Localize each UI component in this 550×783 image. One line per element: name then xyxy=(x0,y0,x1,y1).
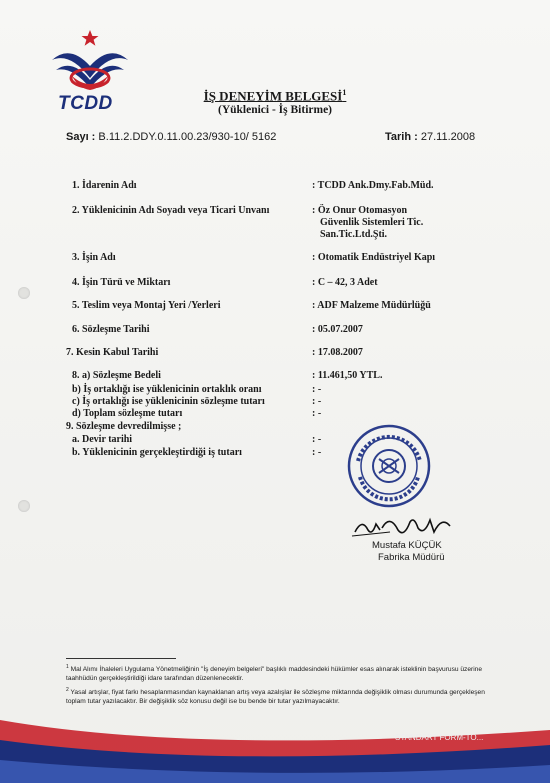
document-title: İŞ DENEYİM BELGESİ$^1$ xyxy=(203,88,347,104)
row-label: b) İş ortaklığı ise yüklenicinin ortaklık oranı xyxy=(72,384,262,395)
signature-icon xyxy=(350,510,460,540)
row-value: : TCDD Ank.Dmy.Fab.Müd. xyxy=(312,180,434,191)
row-value: : 17.08.2007 xyxy=(312,347,363,358)
signer-title: Fabrika Müdürü xyxy=(378,552,445,563)
punch-hole xyxy=(18,287,30,299)
row-value: : C – 42, 3 Adet xyxy=(312,277,378,288)
footnote-1: $^1$ Mal Alımı İhaleleri Uygulama Yönetmeliğinin "İş deneyim belgeleri" başlıklı maddesindeki hükümler esas alınarak isteklinin başvurusu üzerine taahhüdün gerçekleştirildiği idare tarafından düzenlenecektir. xyxy=(66,664,482,683)
row-value: : Öz Onur Otomasyon xyxy=(312,205,408,216)
document-subtitle: (Yüklenici - İş Bitirme) xyxy=(217,104,333,116)
document-date: Tarih : 27.11.2008 xyxy=(385,131,476,143)
punch-hole xyxy=(18,500,30,512)
row-label: 4. İşin Türü ve Miktarı xyxy=(72,277,171,288)
official-stamp-icon xyxy=(346,423,432,509)
row-value: : - xyxy=(312,434,322,445)
row-label: 9. Sözleşme devredilmişse ; xyxy=(66,421,182,432)
row-label: d) Toplam sözleşme tutarı xyxy=(72,408,183,419)
row-label: 3. İşin Adı xyxy=(72,252,116,263)
row-value: : - xyxy=(312,396,322,407)
row-label: b. Yüklenicinin gerçekleştirdiği iş tutarı xyxy=(72,447,242,458)
row-label: 7. Kesin Kabul Tarihi xyxy=(66,347,159,358)
row-value: San.Tic.Ltd.Şti. xyxy=(320,229,388,240)
row-label: 5. Teslim veya Montaj Yeri /Yerleri xyxy=(72,300,221,311)
row-label: a. Devir tarihi xyxy=(72,434,133,445)
logo-text: TCDD xyxy=(58,93,113,114)
footnote-2: $^2$ Yasal artışlar, fiyat farkı hesaplanmasından kaynaklanan artış veya azalışlar ile sözleşme miktarında değişiklik olması durumunda gerçekleşen toplam tutar yazılacaktır. Bir değişiklik söz konusu değil ise bu bende bir tutar yazılmayacaktır. xyxy=(66,687,485,706)
form-code: STANDART FORM-TO... xyxy=(395,733,484,742)
row-value: : - xyxy=(312,408,322,419)
row-label: 2. Yüklenicinin Adı Soyadı veya Ticari Unvanı xyxy=(72,205,270,216)
row-value: : Otomatik Endüstriyel Kapı xyxy=(312,252,436,263)
row-label: 6. Sözleşme Tarihi xyxy=(72,324,150,335)
row-value: : ADF Malzeme Müdürlüğü xyxy=(312,300,431,311)
row-value: Güvenlik Sistemleri Tic. xyxy=(320,217,424,228)
reference-number: Sayı : B.11.2.DDY.0.11.00.23/930-10/ 5162 xyxy=(66,131,277,143)
row-value: : 05.07.2007 xyxy=(312,324,363,335)
row-value: : - xyxy=(312,384,322,395)
row-value: : 11.461,50 YTL. xyxy=(312,370,383,381)
row-label: 1. İdarenin Adı xyxy=(72,180,137,191)
footnote-divider xyxy=(66,658,176,659)
row-value: : - xyxy=(312,447,322,458)
row-label: c) İş ortaklığı ise yüklenicinin sözleşme tutarı xyxy=(72,396,265,407)
row-label: 8. a) Sözleşme Bedeli xyxy=(72,370,161,381)
signer-name: Mustafa KÜÇÜK xyxy=(372,540,442,551)
